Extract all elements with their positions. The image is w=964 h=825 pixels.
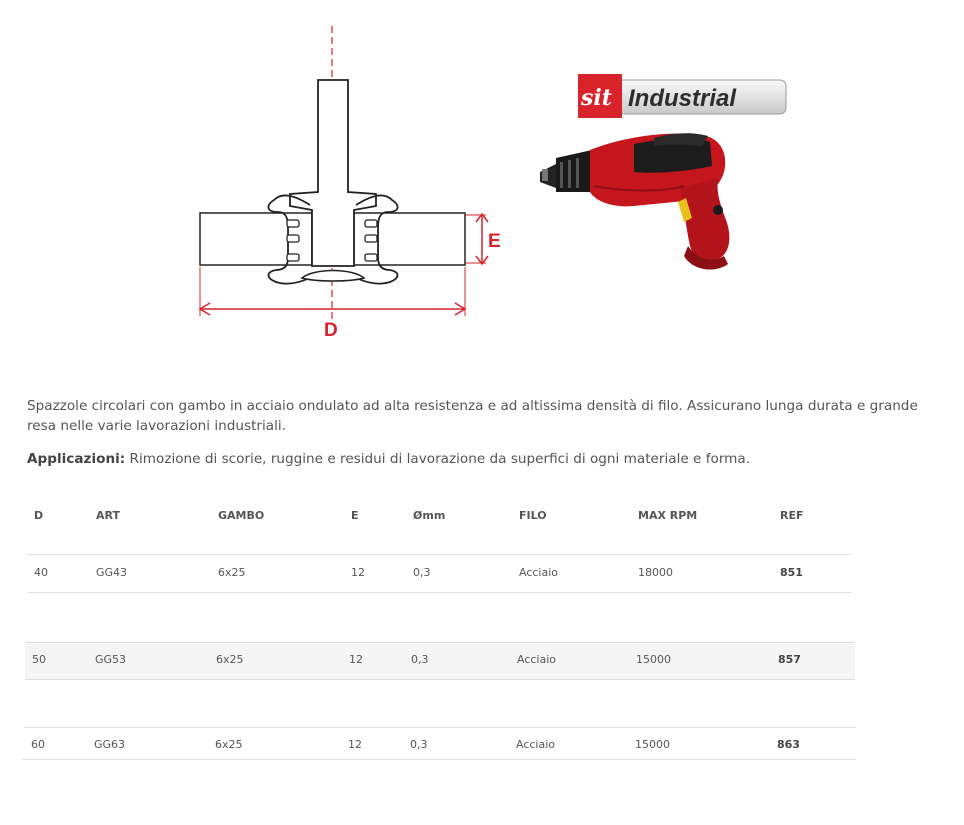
dimension-label-d: D [324, 320, 338, 341]
header-ref: REF [780, 509, 804, 522]
header-diameter: Ømm [413, 509, 446, 522]
table-cell: 0,3 [411, 653, 429, 666]
table-cell: GG43 [96, 566, 128, 579]
product-description: Spazzole circolari con gambo in acciaio ondulato ad alta resistenza e ad altissima densità di filo. Assicurano lunga durata e grande resa nelle varie lavorazioni industriali. [27, 398, 918, 434]
table-cell-ref: 863 [777, 738, 800, 751]
table-cell: 15000 [635, 738, 670, 751]
header-filo: FILO [519, 509, 547, 522]
table-cell: 0,3 [413, 566, 431, 579]
header-e: E [351, 509, 359, 522]
table-cell: Acciaio [516, 738, 556, 751]
table-cell: Acciaio [519, 566, 559, 579]
table-cell: 6x25 [216, 653, 244, 666]
header-max-rpm: MAX RPM [638, 509, 698, 522]
brush-technical-diagram [190, 20, 510, 350]
power-drill-image [534, 126, 744, 276]
logo-mark: sit [581, 85, 612, 111]
table-cell: 12 [351, 566, 365, 579]
table-cell: 50 [32, 653, 46, 666]
header-gambo: GAMBO [218, 509, 265, 522]
table-cell: 15000 [636, 653, 671, 666]
hub-bottom [302, 271, 364, 282]
table-cell-ref: 857 [778, 653, 801, 666]
logo-text: Industrial [628, 85, 737, 112]
header-art: ART [96, 509, 120, 522]
table-cell: Acciaio [517, 653, 557, 666]
dimension-label-e: E [488, 231, 501, 252]
sit-industrial-logo [576, 72, 790, 120]
table-cell: 60 [31, 738, 45, 751]
table-cell: GG63 [94, 738, 126, 751]
table-cell: GG53 [95, 653, 127, 666]
table-cell-ref: 851 [780, 566, 803, 579]
table-cell: 18000 [638, 566, 673, 579]
applications-body: Rimozione di scorie, ruggine e residui di lavorazione da superfici di ogni materiale e forma. [125, 451, 751, 467]
header-d: D [34, 509, 44, 522]
applications-text [27, 449, 947, 469]
table-cell: 6x25 [215, 738, 243, 751]
applications-label: Applicazioni: [27, 451, 126, 467]
table-cell: 12 [349, 653, 363, 666]
table-cell: 40 [34, 566, 48, 579]
table-cell: 0,3 [410, 738, 428, 751]
table-cell: 12 [348, 738, 362, 751]
table-cell: 6x25 [218, 566, 246, 579]
